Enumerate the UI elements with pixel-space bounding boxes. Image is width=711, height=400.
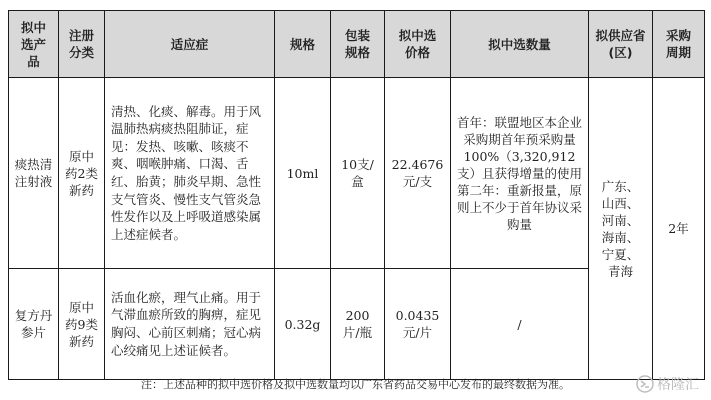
table-row [9,78,705,269]
header-period: 采购周期 [653,11,705,78]
header-province: 拟供应省(区) [589,11,653,78]
header-quantity: 拟中选数量 [451,11,589,78]
cell-provinces: 广东、山西、河南、海南、宁夏、青海 [589,78,653,380]
footnote: 注：上述品种的拟中选价格及拟中选数量均以广东省药品交易中心发布的最终数据为准。 [141,378,570,391]
cell-quantity: / [451,269,589,380]
header-indication: 适应症 [105,11,275,78]
header-row [9,11,705,78]
cell-quantity: 首年：联盟地区本企业采购期首年预采购量100%（3,320,912支）且获得增量的使用 第二年：重新报量，原则上不少于首年协议采购量 [451,78,589,269]
cell-category: 原中药2类新药 [59,78,105,269]
cell-package: 200片/瓶 [331,269,385,380]
header-package: 包装规格 [331,11,385,78]
header-product: 拟中选产品 [9,11,59,78]
cell-indication: 清热、化痰、解毒。用于风温肺热病痰热阻肺证，症见：发热、咳嗽、咳痰不爽、咽喉肿痛、口渴、舌红、胎黄；肺炎早期、急性支气管炎、慢性支气管炎急性发作以及上呼吸道感染属上述症候者。 [105,78,275,269]
watermark-logo [636,374,699,394]
cell-product: 复方丹参片 [9,269,59,380]
header-category: 注册分类 [59,11,105,78]
cell-spec: 10ml [275,78,331,269]
cell-period: 2年 [653,78,705,380]
header-price: 拟中选价格 [385,11,451,78]
cell-spec: 0.32g [275,269,331,380]
cell-price: 0.0435元/片 [385,269,451,380]
cell-indication: 活血化瘀，理气止痛。用于气滞血瘀所致的胸痹，症见胸闷、心前区刺痛；冠心病心绞痛见上述证候者。 [105,269,275,380]
cell-product: 痰热清注射液 [9,78,59,269]
cell-category: 原中药9类新药 [59,269,105,380]
cell-price: 22.4676元/支 [385,78,451,269]
watermark-text: 格隆汇 [657,377,699,393]
logo-icon [636,375,654,393]
procurement-table [8,10,705,380]
cell-package: 10支/盒 [331,78,385,269]
header-spec: 规格 [275,11,331,78]
